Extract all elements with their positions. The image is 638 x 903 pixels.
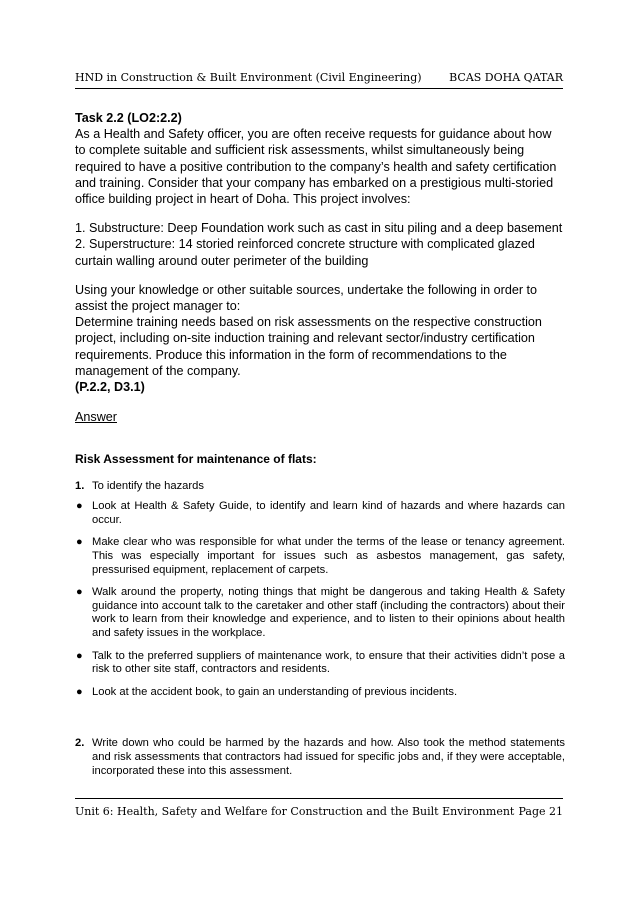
project-point-1: 1. Substructure: Deep Foundation work such as cast in situ piling and a deep basement (75, 221, 563, 236)
page-header (75, 68, 563, 89)
header-course-title: HND in Construction & Built Environment (Civil Engineering) (75, 71, 422, 84)
step-2-number: 2. (75, 737, 85, 750)
step-1 (75, 480, 565, 700)
risk-assessment-title: Risk Assessment for maintenance of flats: (75, 452, 317, 467)
footer-page-number: Page 21 (518, 805, 563, 818)
task-determine: Determine training needs based on risk assessments on the respective construction project, including on-site induction training and relevant sector/industry certification requirements. Produce this information in the form of recommendations to the management of the company. (75, 315, 542, 378)
list-item: ● Walk around the property, noting things that might be dangerous and taking Health & Safety guidance into account talk to the caretaker and other staff (including the contractors) about their work to learn from their knowledge and experience, and to listen to their opinions about health and safety issues in the workplace. (76, 586, 565, 639)
step-2 (75, 737, 565, 778)
bullet-icon: ● (76, 500, 83, 513)
answer-heading: Answer (75, 410, 117, 425)
list-item: ● Look at the accident book, to gain an understanding of previous incidents. (76, 685, 458, 698)
project-point-2: 2. Superstructure: 14 storied reinforced concrete structure with complicated glazed curtain walling around outer perimeter of the building (75, 237, 535, 268)
task-intro: As a Health and Safety officer, you are often receive requests for guidance about how to complete suitable and sufficient risk assessments, whilst simultaneously being required to have a positive contribution to the company’s health and safety certification and training. Consider that your company has embarked on a prestigious multi-storied office building project in heart of Doha. This project involves: (75, 127, 557, 207)
header-institution: BCAS DOHA QATAR (449, 71, 563, 84)
document-body (75, 110, 565, 778)
step-1-heading (75, 480, 565, 494)
criteria-d: D3.1 (114, 380, 141, 395)
footer-unit-title: Unit 6: Health, Safety and Welfare for Construction and the Built Environment (75, 805, 515, 818)
bullet-icon: ● (76, 586, 83, 599)
task-instructions: Using your knowledge or other suitable sources, undertake the following in order to assist the project manager to: (75, 282, 538, 314)
step-1-text: To identify the hazards (92, 479, 204, 492)
bullet-icon: ● (76, 649, 83, 662)
list-item: ● Look at Health & Safety Guide, to identify and learn kind of hazards and where hazards can occur. (76, 500, 565, 526)
bullet-icon: ● (76, 685, 83, 698)
page-footer (75, 798, 563, 821)
step-2-text: Write down who could be harmed by the hazards and how. Also took the method statements and risk assessments that contractors had issued for specific jobs and, if they were acceptable, incorporated these into this assessment. (92, 737, 565, 777)
step-1-number: 1. (75, 479, 85, 492)
criteria-p: P.2.2 (79, 380, 107, 395)
bullet-icon: ● (76, 536, 83, 549)
list-item: ● Make clear who was responsible for what under the terms of the lease or tenancy agreement. This was especially important for issues such as asbestos management, gas safety, pressurised equipment, replacement of carpets. (76, 536, 565, 576)
list-item: ● Talk to the preferred suppliers of maintenance work, to ensure that their activities didn’t pose a risk to other site staff, contractors and residents. (76, 649, 565, 676)
assessment-criteria: (P.2.2, D3.1) (75, 380, 145, 395)
task-title: Task 2.2 (LO2:2.2) (75, 111, 182, 125)
